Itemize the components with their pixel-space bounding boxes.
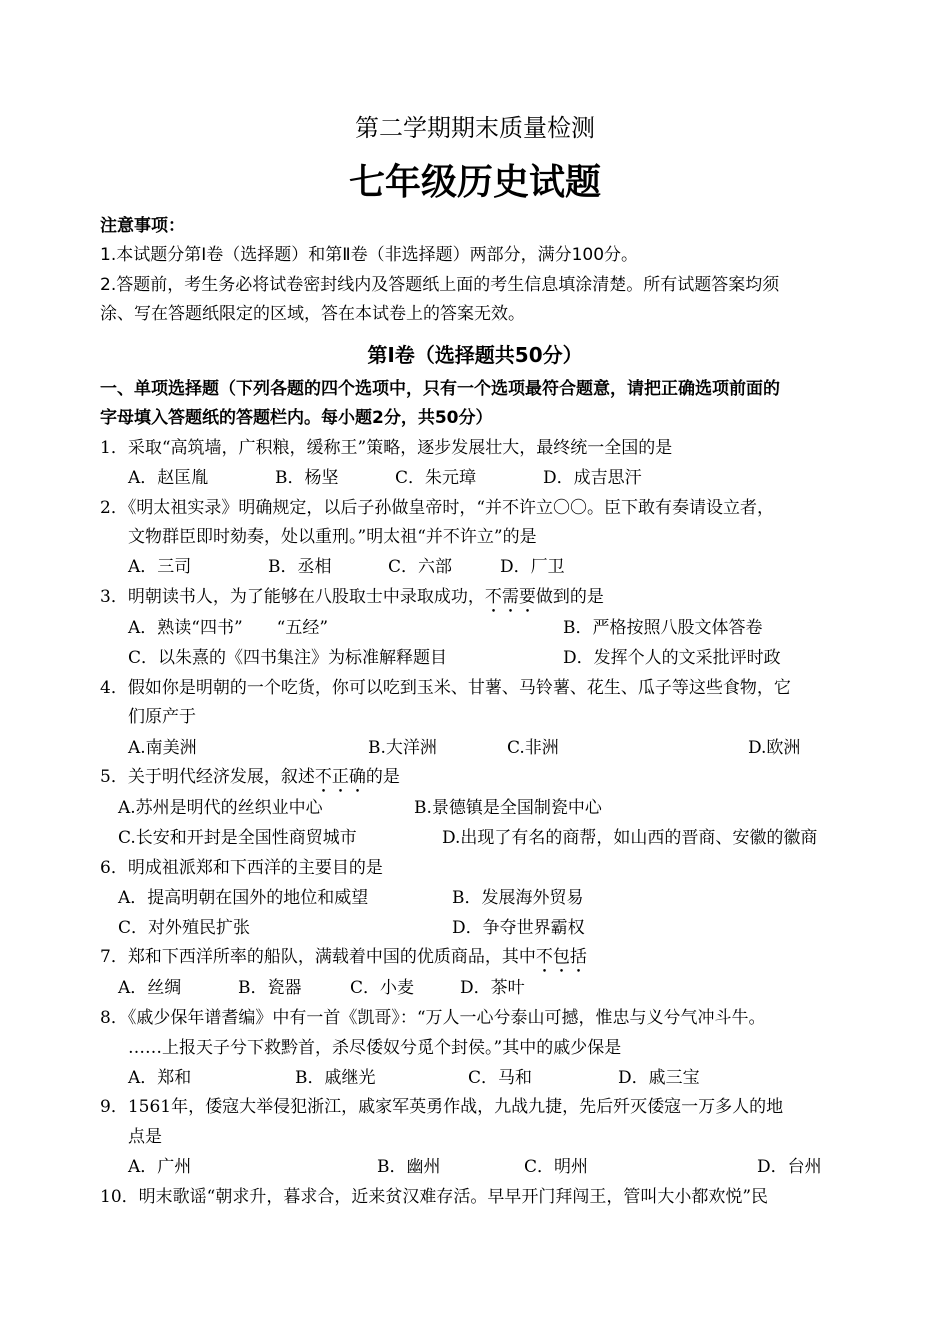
question-7-stem-emphasis: 不包括 [535,947,587,967]
question-2-stem-line-1: 2．《明太祖实录》明确规定，以后子孙做皇帝时，“并不许立〇〇。臣下敢有奏请设立者， [100,498,775,518]
question-8-option-b: B．戚继光 [295,1068,376,1088]
question-7-option-a: A．丝绸 [118,978,182,998]
question-9-option-a: A．广州 [128,1157,192,1177]
question-8-option-a: A．郑和 [128,1068,192,1088]
question-5-option-a: A.苏州是明代的丝织业中心 [118,798,323,818]
question-1-option-c: C．朱元璋 [395,468,477,488]
question-4-option-a: A.南美洲 [128,738,197,758]
question-3-stem [100,585,604,617]
question-10-stem-line-1: 10．明末歌谣“朝求升，暮求合，近来贫汉难存活。早早开门拜闯王，管叫大小都欢悦”民 [100,1187,769,1207]
question-3-option-b: B．严格按照八股文体答卷 [563,618,763,638]
exam-subtitle: 第二学期期末质量检测 [355,114,595,142]
question-7-stem-text: 7．郑和下西洋所率的船队，满载着中国的优质商品，其中 [100,947,536,967]
notice-item-2-line-1: 2.答题前，考生务必将试卷密封线内及答题纸上面的考生信息填涂清楚。所有试题答案均须 [100,275,780,295]
question-3-option-c: C．以朱熹的《四书集注》为标准解释题目 [128,648,448,668]
question-7-option-c: C．小麦 [350,978,415,998]
question-5-option-c: C.长安和开封是全国性商贸城市 [118,828,357,848]
question-2-option-b: B．丞相 [268,557,332,577]
question-7-stem [100,945,587,977]
section-instructions-line-1: 一、单项选择题（下列各题的四个选项中，只有一个选项最符合题意，请把正确选项前面的 [100,379,780,399]
question-8-option-d: D．戚三宝 [618,1068,700,1088]
question-2-stem-line-2: 文物群臣即时劾奏，处以重刑。”明太祖“并不许立”的是 [128,527,537,547]
question-2-option-a: A．三司 [128,557,192,577]
question-8-stem-line-2: ……上报天子兮下救黔首，杀尽倭奴兮觅个封侯。”其中的戚少保是 [128,1038,622,1058]
question-6-stem: 6．明成祖派郑和下西洋的主要目的是 [100,858,383,878]
question-8-option-c: C．马和 [468,1068,533,1088]
question-6-option-a: A．提高明朝在国外的地位和威望 [118,888,369,908]
question-8-stem-line-1: 8．《戚少保年谱耆编》中有一首《凯哥》：“万人一心兮泰山可撼，惟忠与义兮气冲斗牛。 [100,1008,766,1028]
question-4-option-b: B.大洋洲 [368,738,437,758]
notice-heading: 注意事项： [100,216,185,236]
question-4-stem-line-1: 4．假如你是明朝的一个吃货，你可以吃到玉米、甘薯、马铃薯、花生、瓜子等这些食物，它 [100,678,791,698]
question-9-option-d: D．台州 [757,1157,822,1177]
question-3-stem-emphasis: 不需要 [484,587,536,607]
question-5-stem-text-1: 5．关于明代经济发展，叙述 [100,767,315,787]
question-7-option-d: D．茶叶 [460,978,525,998]
question-1-option-d: D．成吉思汗 [543,468,642,488]
notice-item-1: 1.本试题分第Ⅰ卷（选择题）和第Ⅱ卷（非选择题）两部分，满分100分。 [100,245,639,265]
question-5-stem [100,765,400,797]
question-1-stem: 1．采取“高筑墙，广积粮，缓称王”策略，逐步发展壮大，最终统一全国的是 [100,438,673,458]
question-1-option-a: A．赵匡胤 [128,468,209,488]
question-6-option-c: C．对外殖民扩张 [118,918,251,938]
question-6-option-d: D．争夺世界霸权 [452,918,585,938]
question-6-option-b: B．发展海外贸易 [452,888,584,908]
question-3-stem-text-2: 做到的是 [535,587,604,607]
question-4-option-c: C.非洲 [507,738,559,758]
question-7-option-b: B．瓷器 [238,978,302,998]
question-5-stem-emphasis: 不正确 [314,767,366,787]
question-5-option-d: D.出现了有名的商帮，如山西的晋商、安徽的徽商 [442,828,818,848]
question-5-stem-text-2: 的是 [365,767,400,787]
question-2-option-c: C．六部 [388,557,453,577]
question-3-stem-text-1: 3．明朝读书人，为了能够在八股取士中录取成功， [100,587,485,607]
section-title: 第Ⅰ卷（选择题共50分） [367,343,583,367]
notice-item-2-line-2: 涂、写在答题纸限定的区域，答在本试卷上的答案无效。 [100,304,525,324]
question-9-stem-line-1: 9．1561年，倭寇大举侵犯浙江，戚家军英勇作战，九战九捷，先后歼灭倭寇一万多人的地 [100,1097,784,1117]
section-instructions-line-2: 字母填入答题纸的答题栏内。每小题2分，共50分） [100,408,493,428]
question-4-option-d: D.欧洲 [748,738,801,758]
question-3-option-d: D．发挥个人的文采批评时政 [563,648,781,668]
question-9-option-b: B．幽州 [377,1157,441,1177]
question-3-option-a: A．熟读“四书” “五经” [128,618,329,638]
question-5-option-b: B.景德镇是全国制瓷中心 [414,798,602,818]
question-9-stem-line-2: 点是 [128,1127,162,1147]
question-1-option-b: B．杨坚 [275,468,339,488]
exam-title: 七年级历史试题 [348,161,601,203]
question-2-option-d: D．厂卫 [500,557,565,577]
question-9-option-c: C．明州 [524,1157,589,1177]
question-4-stem-line-2: 们原产于 [128,707,196,727]
